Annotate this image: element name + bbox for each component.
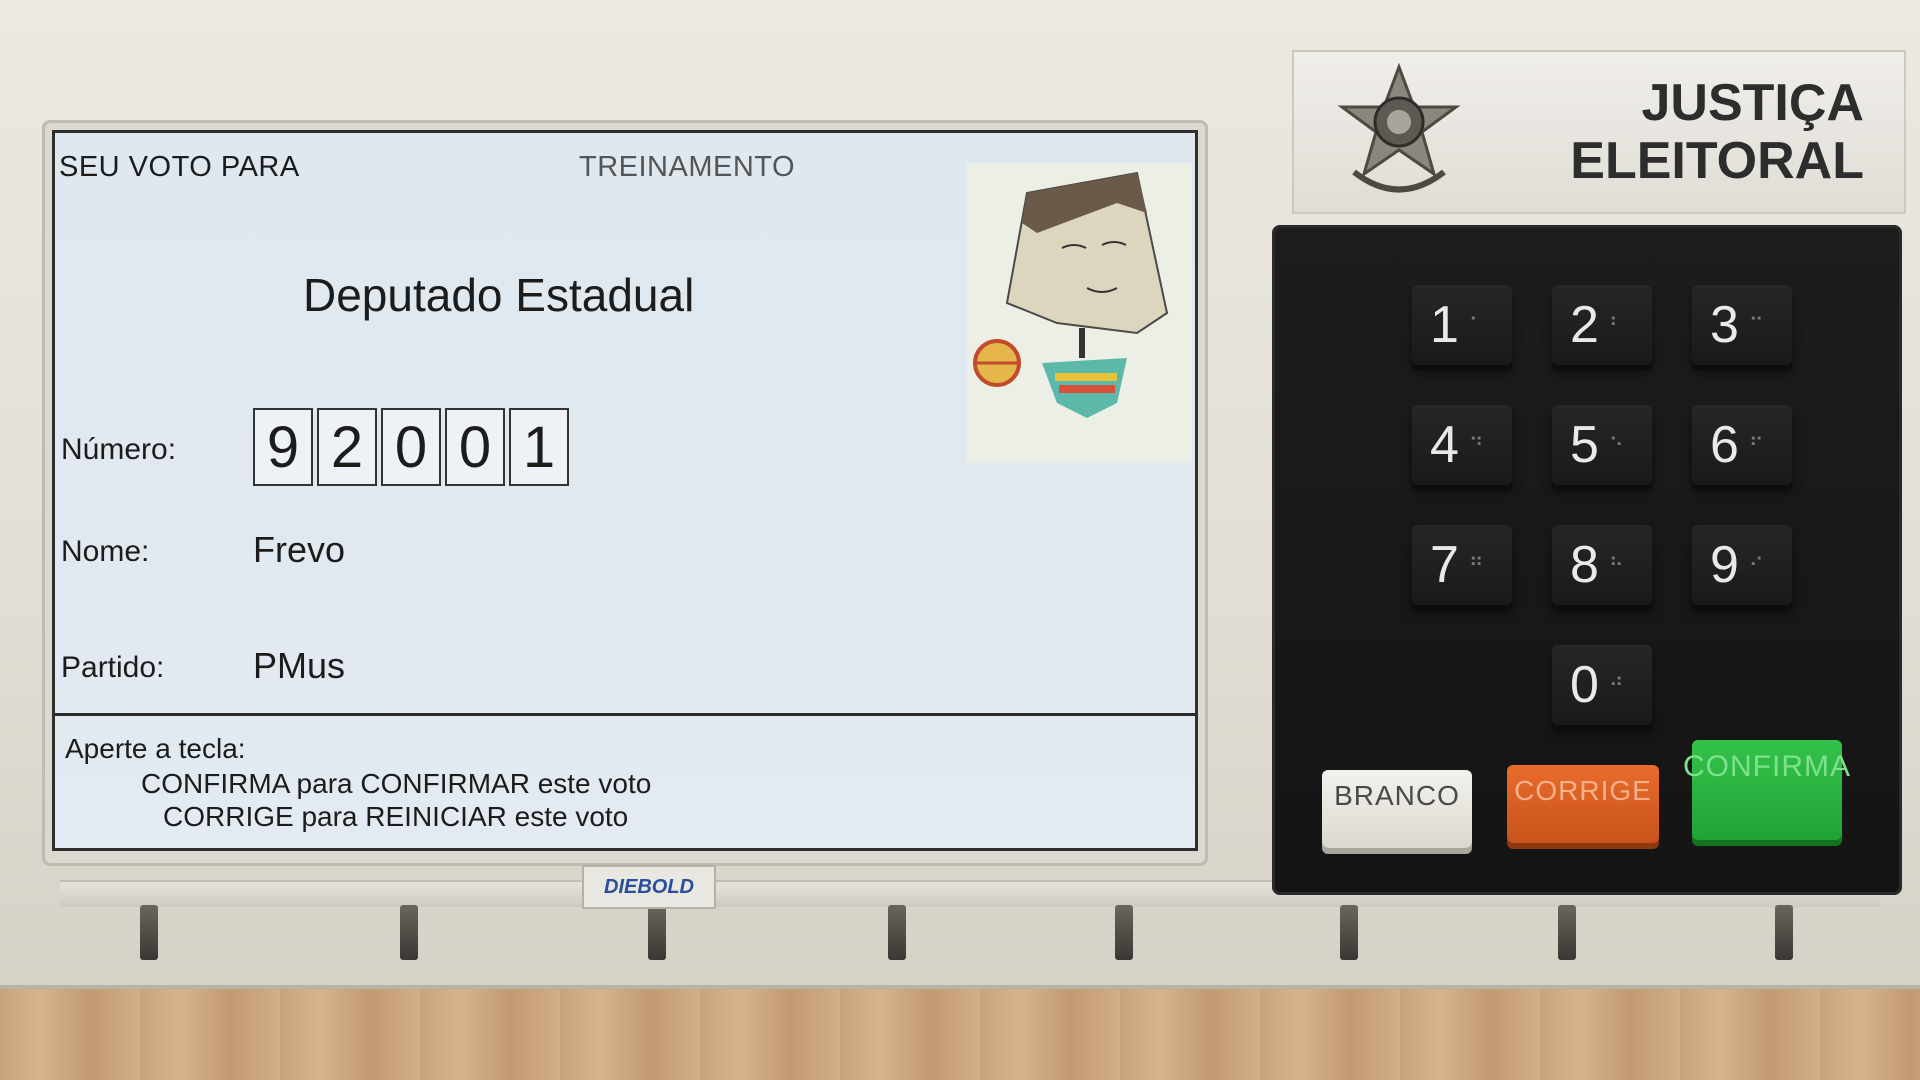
keypad xyxy=(1272,225,1902,895)
key-label: 2 xyxy=(1570,296,1599,354)
voting-screen xyxy=(52,130,1198,851)
braille-dots: ⠑ xyxy=(1608,434,1625,457)
key-3[interactable] xyxy=(1692,285,1792,365)
key-label: 8 xyxy=(1570,536,1599,594)
braille-dots: ⠃ xyxy=(1608,314,1625,337)
instruction-line-2: CONFIRMA para CONFIRMAR este voto xyxy=(141,768,652,799)
braille-dots: ⠊ xyxy=(1748,554,1765,577)
confirma-button[interactable]: CONFIRMA xyxy=(1692,740,1842,840)
key-2[interactable] xyxy=(1552,285,1652,365)
key-8[interactable] xyxy=(1552,525,1652,605)
training-label: TREINAMENTO xyxy=(579,151,796,183)
instruction-line-1: Aperte a tecla: xyxy=(65,733,246,764)
candidate-name: Frevo xyxy=(253,529,346,570)
nome-label: Nome: xyxy=(61,535,150,568)
key-6[interactable] xyxy=(1692,405,1792,485)
vent-slot xyxy=(1340,905,1358,960)
number-digit: 1 xyxy=(509,408,569,486)
vent-slot xyxy=(1558,905,1576,960)
vent-slot xyxy=(400,905,418,960)
title-line-2: ELEITORAL xyxy=(1570,132,1864,190)
numero-label: Número: xyxy=(61,433,177,466)
braille-dots: ⠉ xyxy=(1748,314,1765,337)
candidate-photo xyxy=(967,163,1192,463)
office-title: Deputado Estadual xyxy=(303,269,695,321)
brand-logo: DIEBOLD xyxy=(582,865,716,909)
electoral-panel xyxy=(1292,50,1906,214)
branco-button[interactable]: BRANCO xyxy=(1322,770,1472,848)
number-digit: 2 xyxy=(317,408,377,486)
candidate-party: PMus xyxy=(253,645,346,686)
partido-label: Partido: xyxy=(61,651,165,684)
number-digit: 0 xyxy=(445,408,505,486)
braille-dots: ⠁ xyxy=(1468,314,1485,337)
vent-slot xyxy=(648,905,666,960)
key-label: 4 xyxy=(1430,416,1459,474)
instruction-line-3: CORRIGE para REINICIAR este voto xyxy=(163,801,629,832)
key-4[interactable] xyxy=(1412,405,1512,485)
key-label: 5 xyxy=(1570,416,1599,474)
candidate-illustration xyxy=(967,163,1192,463)
candidate-number xyxy=(253,408,569,486)
title-line-1: JUSTIÇA xyxy=(1641,74,1864,132)
key-label: 3 xyxy=(1710,296,1739,354)
key-5[interactable] xyxy=(1552,405,1652,485)
braille-dots: ⠚ xyxy=(1608,674,1625,697)
instructions-divider xyxy=(55,713,1195,716)
vent-slot xyxy=(140,905,158,960)
key-1[interactable] xyxy=(1412,285,1512,365)
screen-header-left: SEU VOTO PARA xyxy=(59,151,300,183)
braille-dots: ⠛ xyxy=(1468,554,1485,577)
national-seal-icon xyxy=(1334,62,1464,202)
vent-slot xyxy=(888,905,906,960)
corrige-button[interactable]: CORRIGE xyxy=(1507,765,1659,843)
braille-dots: ⠓ xyxy=(1608,554,1625,577)
braille-dots: ⠙ xyxy=(1468,434,1485,457)
justica-eleitoral-title xyxy=(1570,74,1864,190)
vent-slot xyxy=(1775,905,1793,960)
number-digit: 0 xyxy=(381,408,441,486)
key-label: 6 xyxy=(1710,416,1739,474)
number-digit: 9 xyxy=(253,408,313,486)
key-9[interactable] xyxy=(1692,525,1792,605)
vent-slot xyxy=(1115,905,1133,960)
key-label: 1 xyxy=(1430,296,1459,354)
key-label: 9 xyxy=(1710,536,1739,594)
braille-dots: ⠋ xyxy=(1748,434,1765,457)
key-label: 0 xyxy=(1570,656,1599,714)
key-label: 7 xyxy=(1430,536,1459,594)
key-7[interactable] xyxy=(1412,525,1512,605)
key-0[interactable] xyxy=(1552,645,1652,725)
